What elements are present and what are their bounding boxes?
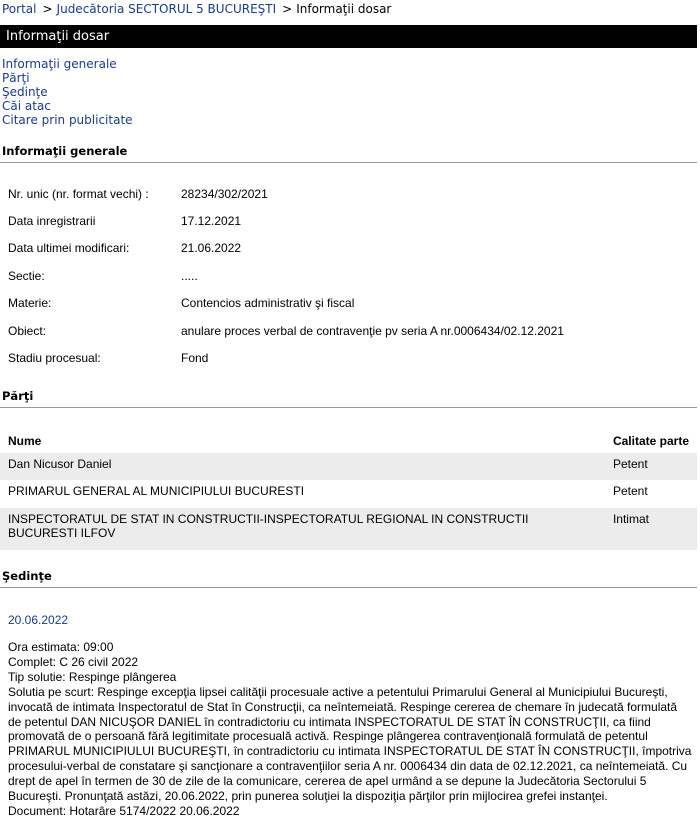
sedinta-details: [8, 640, 693, 819]
column-header-calitate: Calitate parte: [612, 433, 689, 448]
sedinta-document: Document: Hotarâre 5174/2022 20.06.2022: [8, 803, 240, 818]
info-label: Materie:: [8, 296, 52, 310]
section-heading-general: Informaţii generale: [0, 144, 697, 163]
sedinta-ora: Ora estimata: 09:00: [8, 640, 114, 654]
page-title-bar: [0, 25, 697, 48]
table-row: [0, 508, 697, 550]
breadcrumb-court-link[interactable]: Judecătoria SECTORUL 5 BUCUREŞTI: [56, 2, 277, 16]
breadcrumb-portal-link[interactable]: Portal: [2, 2, 37, 16]
nav-link-cai-atac[interactable]: Căi atac: [2, 99, 51, 113]
table-header-row: [0, 428, 697, 453]
sedinta-solutie: Solutia pe scurt: Respinge excepţia lipsei calităţii procesuale active a petentului Primarului General al Municipiului Bucureşti, invocată de intimata Inspectoratul de Stat în Construcţii, ca neîntemeiată. Respinge cererea de chemare în judecată formulată de petentul DAN NICUŞOR DANIEL în contradictoriu cu intimata INSPECTORATUL DE STAT ÎN CONSTRUCŢII, ca fiind promovată de o persoană fără legitimitate procesuală activă. Respinge plângerea contravenţională formulată de petentul PRIMARUL MUNICIPIULUI BUCUREŞTI, în contradictoriu cu intimata INSPECTORATUL DE STAT ÎN CONSTRUCŢII, împotriva procesului-verbal de constatare şi sancţionare a contravenţiilor seria A nr. 0006434 din data de 02.12.2021, ca neîntemeiată. Cu drept de apel în termen de 30 de zile de la comunicare, cererea de apel urmând a se depune la Judecătoria Sectorului 5 Bucureşti. Pronunţată astăzi, 20.06.2022, prin punerea soluţiei la dispoziţia părţilor prin mijlocirea grefei instanţei.: [8, 684, 692, 804]
info-value: Contencios administrativ şi fiscal: [181, 296, 355, 310]
sedinta-complet: Complet: C 26 civil 2022: [8, 654, 139, 669]
info-value: .....: [181, 269, 198, 283]
info-label: Data inregistrarii: [8, 214, 96, 228]
party-name: Dan Nicusor Daniel: [0, 453, 597, 480]
info-label: Nr. unic (nr. format vechi) :: [8, 187, 149, 201]
party-role: Petent: [597, 453, 697, 480]
info-value: Fond: [181, 351, 209, 365]
section-nav: [2, 57, 133, 127]
page-title: Informaţii dosar: [6, 29, 110, 44]
table-row: [0, 453, 697, 480]
nav-link-sedinte[interactable]: Şedinţe: [2, 85, 48, 99]
party-name: PRIMARUL GENERAL AL MUNICIPIULUI BUCURESTI: [8, 484, 305, 498]
nav-link-citare-publicitate[interactable]: Citare prin publicitate: [2, 113, 133, 127]
info-value: 17.12.2021: [181, 214, 242, 228]
info-value: 28234/302/2021: [181, 187, 268, 201]
sedinta-date: 20.06.2022: [8, 613, 69, 627]
breadcrumb-current: Informaţii dosar: [296, 2, 392, 16]
breadcrumb-separator: >: [282, 2, 293, 16]
nav-link-parti[interactable]: Părţi: [2, 71, 30, 85]
info-label: Sectie:: [8, 269, 45, 283]
nav-link-informatii-generale[interactable]: Informaţii generale: [2, 57, 117, 71]
info-value: 21.06.2022: [181, 241, 242, 255]
breadcrumb-separator: >: [42, 2, 53, 16]
sedinta-tip-solutie: Tip solutie: Respinge plângerea: [8, 669, 177, 684]
info-value: anulare proces verbal de contravenţie pv seria A nr.0006434/02.12.2021: [181, 324, 564, 338]
breadcrumb: [2, 2, 391, 16]
info-label: Stadiu procesual:: [8, 351, 101, 365]
party-role: Intimat: [597, 508, 697, 550]
column-header-nume: Nume: [8, 433, 42, 448]
info-label: Obiect:: [8, 324, 47, 338]
section-heading-sedinte: Şedinţe: [0, 569, 697, 588]
table-row: [0, 480, 697, 508]
party-role: Petent: [612, 484, 648, 498]
parti-table: [0, 428, 697, 550]
info-label: Data ultimei modificari:: [8, 241, 130, 255]
section-heading-parti: Părţi: [0, 389, 697, 408]
party-name: INSPECTORATUL DE STAT IN CONSTRUCTII-INSPECTORATUL REGIONAL IN CONSTRUCTII BUCURESTI ILFOV: [0, 508, 597, 550]
